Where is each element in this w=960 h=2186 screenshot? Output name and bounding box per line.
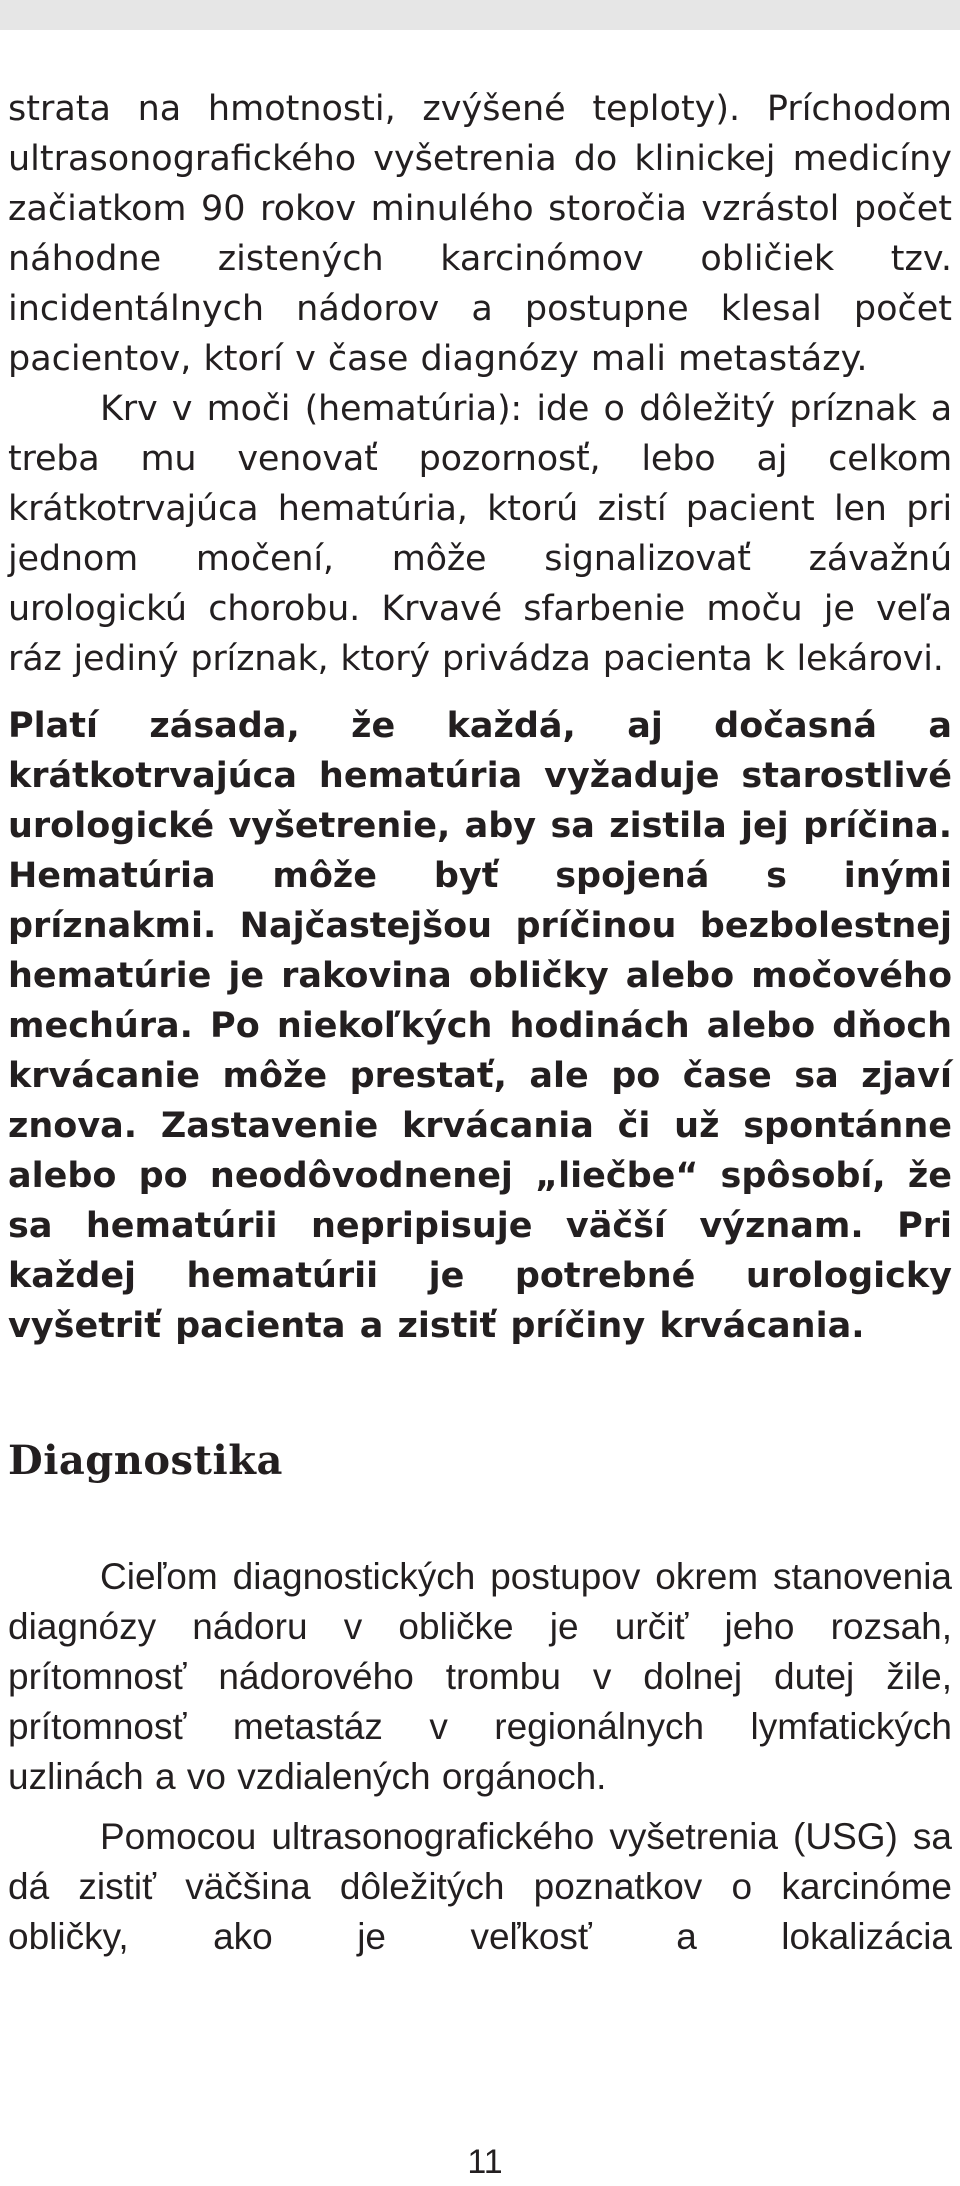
top-gray-band [0,0,960,30]
paragraph-diagnostics-goals: Cieľom diagnostických postupov okrem stanovenia diagnózy nádoru v obličke je určiť jeho rozsah, prítomnosť nádorového trombu v dolnej dutej žile, prítomnosť metastáz v regionálnych lymfatických uzlinách a vo vzdialených orgánoch. [8,1556,952,1797]
paragraph-symptoms-intro: strata na hmotnosti, zvýšené teploty). Príchodom ultrasonografického vyšetrenia do klinickej medicíny začiatkom 90 rokov minulého storočia vzrástol počet náhodne zistených karcinómov obličiek tzv. incidentálnych nádorov a postupne klesal počet pacientov, ktorí v čase diagnózy mali metastázy. [8,89,952,379]
paragraph-ultrasound: Pomocou ultrasonografického vyšetrenia (USG) sa dá zistiť väčšina dôležitých poznatkov o karcinóme obličky, ako je veľkosť a lokalizácia [8,1816,952,1957]
page-number: 11 [467,2143,503,2181]
page-body [8,84,952,1962]
paragraph-hematuria: Krv v moči (hematúria): ide o dôležitý príznak a treba mu venovať pozornosť, lebo aj celkom krátkotrvajúca hematúria, ktorú zistí pacient len pri jednom močení, môže signalizovať závažnú urologickú chorobu. Krvavé sfarbenie moču je veľa ráz jediný príznak, ktorý privádza pacienta k lekárovi. [8,389,952,679]
paragraph-hematuria-rule: Platí zásada, že každá, aj dočasná a krátkotrvajúca hematúria vyžaduje starostlivé urologické vyšetrenie, aby sa zistila jej príčina. Hematúria môže byť spojená s inými príznakmi. Najčastejšou príčinou bezbolestnej hematúrie je rakovina obličky alebo močového mechúra. Po niekoľkých hodinách alebo dňoch krvácanie môže prestať, ale po čase sa zjaví znova. Zastavenie krvácania či už spontánne alebo po neodôvodnenej „liečbe“ spôsobí, že sa hematúrii nepripisuje väčší význam. Pri každej hematúrii je potrebné urologicky vyšetriť pacienta a zistiť príčiny krvácania. [8,706,952,1346]
section-heading-diagnostika: Diagnostika [8,1437,283,1484]
